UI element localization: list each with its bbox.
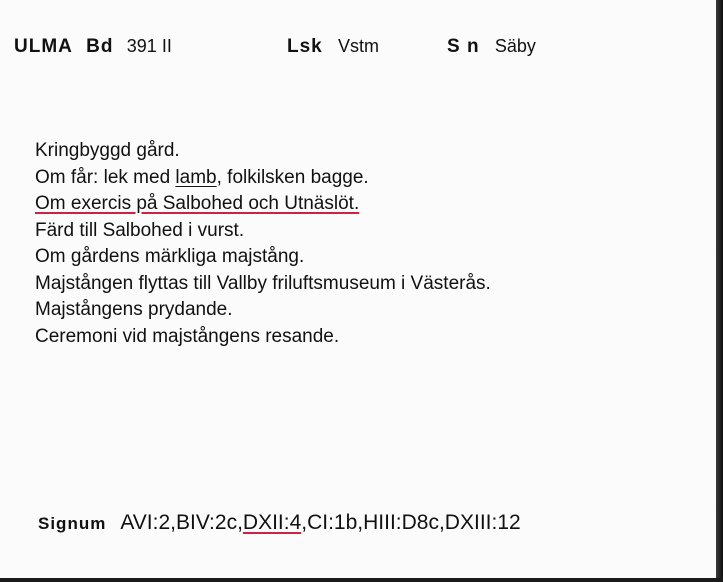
content-line-text: , folkilsken bagge. bbox=[216, 166, 369, 188]
content-line: Kringbyggd gård. bbox=[35, 140, 180, 161]
bd-label: Bd bbox=[86, 36, 114, 57]
content-line: Om gårdens märkliga majstång. bbox=[35, 246, 305, 267]
signum-code-highlighted: DXII:4 bbox=[242, 511, 302, 534]
highlighted-text: Om exercis på Salbohed och Utnäslöt. bbox=[35, 193, 360, 214]
ulma-label: ULMA bbox=[14, 36, 73, 57]
lsk-field bbox=[287, 36, 379, 58]
ulma-bd-field bbox=[14, 36, 172, 58]
underlined-word: lamb bbox=[175, 166, 217, 188]
signum-field bbox=[38, 511, 521, 535]
sn-label: S n bbox=[447, 36, 480, 57]
scan-edge bbox=[716, 0, 723, 582]
content-line: Majstången flyttas till Vallby friluftsmuseum i Västerås. bbox=[35, 272, 491, 294]
content-line-text: Om får: lek med bbox=[35, 166, 176, 188]
lsk-value: Vstm bbox=[338, 36, 380, 56]
content-line: Majstångens prydande. bbox=[35, 299, 233, 320]
sn-field bbox=[447, 36, 536, 58]
content-lines bbox=[35, 138, 695, 350]
sn-value: Säby bbox=[494, 36, 536, 56]
content-line: Färd till Salbohed i vurst. bbox=[35, 219, 245, 241]
signum-code: ,CI:1b,HIII:D8c,DXIII:12 bbox=[301, 511, 521, 534]
bd-value: 391 II bbox=[126, 36, 172, 56]
content-line bbox=[35, 165, 695, 192]
content-line-highlighted bbox=[35, 191, 695, 218]
signum-code: AVI:2,BIV:2c, bbox=[120, 511, 243, 534]
signum-label: Signum bbox=[38, 514, 107, 533]
scan-bottom-edge bbox=[0, 578, 723, 582]
lsk-label: Lsk bbox=[287, 36, 323, 57]
content-line: Ceremoni vid majstångens resande. bbox=[35, 325, 340, 347]
